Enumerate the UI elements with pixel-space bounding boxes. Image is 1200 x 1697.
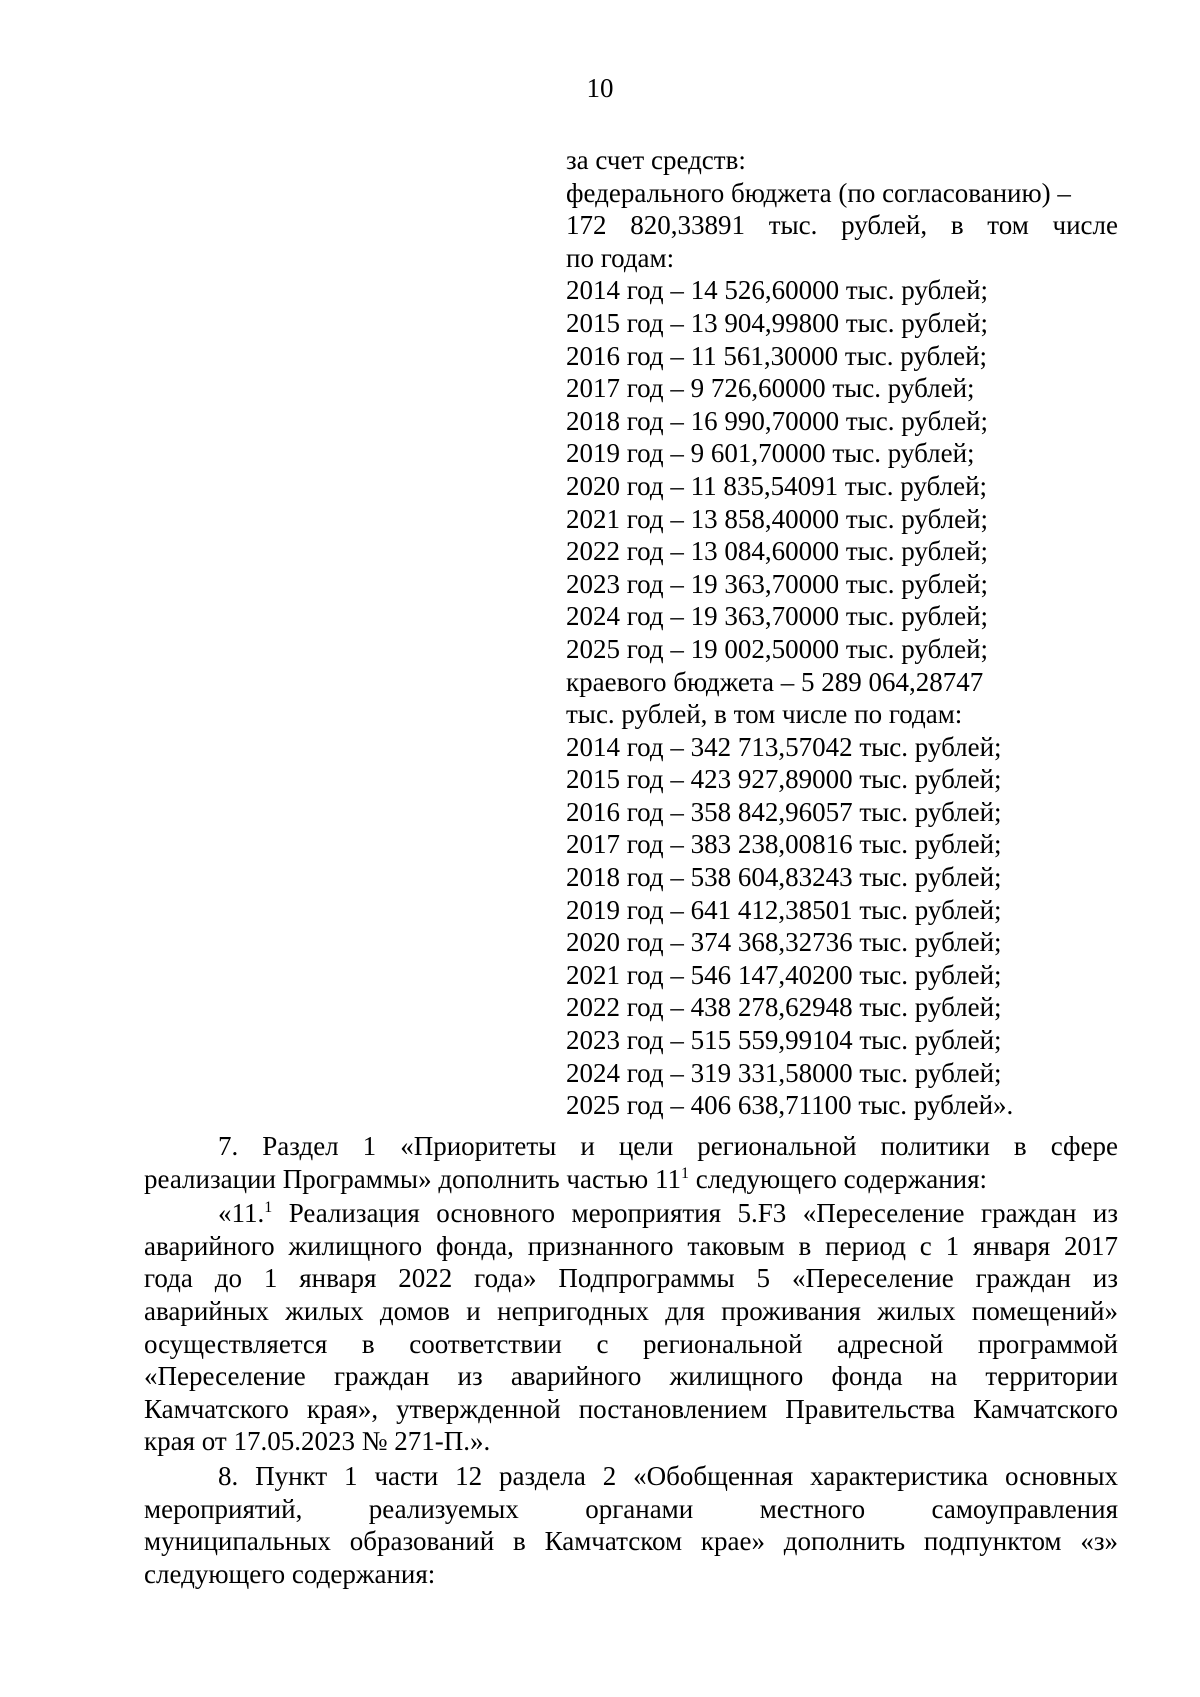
regional-year-item: 2024 год – 319 331,58000 тыс. рублей; [566, 1057, 1002, 1088]
federal-year-item: 2022 год – 13 084,60000 тыс. рублей; [566, 536, 989, 567]
quote-paragraph [144, 1197, 1118, 1458]
quote-text: Реализация основного мероприятия 5.F3 «Переселение граждан из [272, 1198, 1118, 1229]
federal-year-item: 2025 год – 19 002,50000 тыс. рублей; [566, 633, 989, 664]
regional-year-item: 2019 год – 641 412,38501 тыс. рублей; [566, 894, 1002, 925]
quote-line: аварийного жилищного фонда, признанного таковым в период с 1 января 2017 [144, 1230, 1118, 1261]
regional-year-item: 2020 год – 374 368,32736 тыс. рублей; [566, 927, 1002, 958]
regional-budget-by-years-label: тыс. рублей, в том числе по годам: [566, 699, 963, 730]
federal-budget-by-years-label: по годам: [566, 242, 675, 273]
item-7-line [144, 1163, 1118, 1196]
item-7-paragraph [144, 1130, 1118, 1195]
item-8-line: следующего содержания: [144, 1558, 436, 1589]
federal-year-item: 2019 год – 9 601,70000 тыс. рублей; [566, 438, 975, 469]
item-7-text: следующего содержания: [688, 1163, 988, 1194]
federal-budget-heading: федерального бюджета (по согласованию) – [566, 177, 1071, 208]
federal-budget-total: 172 820,33891 тыс. рублей, в том числе [566, 210, 1118, 241]
regional-year-item: 2025 год – 406 638,71100 тыс. рублей». [566, 1090, 1014, 1121]
federal-year-item: 2024 год – 19 363,70000 тыс. рублей; [566, 601, 989, 632]
federal-year-item: 2014 год – 14 526,60000 тыс. рублей; [566, 275, 989, 306]
superscript: 1 [680, 1164, 689, 1182]
federal-years-list [566, 274, 1118, 665]
quote-line: «Переселение граждан из аварийного жилищного фонда на территории [144, 1361, 1118, 1392]
quote-line: осуществляется в соответствии с региональной адресной программой [144, 1328, 1118, 1359]
regional-budget-heading: краевого бюджета – 5 289 064,28747 [566, 666, 984, 697]
item-8-paragraph [144, 1460, 1118, 1590]
regional-year-item: 2016 год – 358 842,96057 тыс. рублей; [566, 796, 1002, 827]
item-8-line: муниципальных образований в Камчатском крае» дополнить подпунктом «з» [144, 1526, 1118, 1557]
quote-line: края от 17.05.2023 № 271-П.». [144, 1426, 491, 1457]
federal-year-item: 2023 год – 19 363,70000 тыс. рублей; [566, 568, 989, 599]
federal-year-item: 2015 год – 13 904,99800 тыс. рублей; [566, 307, 989, 338]
quote-line: года до 1 января 2022 года» Подпрограммы 5 «Переселение граждан из [144, 1263, 1118, 1294]
regional-year-item: 2017 год – 383 238,00816 тыс. рублей; [566, 829, 1002, 860]
regional-years-list [566, 731, 1118, 1122]
federal-year-item: 2017 год – 9 726,60000 тыс. рублей; [566, 373, 975, 404]
item-7-text: реализации Программы» дополнить частью 11 [144, 1163, 681, 1194]
regional-year-item: 2015 год – 423 927,89000 тыс. рублей; [566, 764, 1002, 795]
quote-line: аварийных жилых домов и непригодных для проживания жилых помещений» [144, 1295, 1118, 1326]
federal-year-item: 2020 год – 11 835,54091 тыс. рублей; [566, 470, 988, 501]
item-8-line: мероприятий, реализуемых органами местного самоуправления [144, 1493, 1118, 1524]
item-8-line: 8. Пункт 1 части 12 раздела 2 «Обобщенная характеристика основных [218, 1460, 1118, 1491]
page-number: 10 [586, 73, 614, 103]
federal-year-item: 2018 год – 16 990,70000 тыс. рублей; [566, 405, 989, 436]
federal-year-item: 2021 год – 13 858,40000 тыс. рублей; [566, 503, 989, 534]
quote-text: «11. [218, 1198, 265, 1229]
item-7-line: 7. Раздел 1 «Приоритеты и цели региональной политики в сфере [218, 1131, 1118, 1161]
funding-block [566, 144, 1118, 1122]
quote-line [144, 1197, 1118, 1230]
quote-line: Камчатского края», утвержденной постановлением Правительства Камчатского [144, 1393, 1118, 1424]
funding-intro: за счет средств: [566, 145, 746, 175]
regional-year-item: 2022 год – 438 278,62948 тыс. рублей; [566, 992, 1002, 1023]
regional-year-item: 2018 год – 538 604,83243 тыс. рублей; [566, 862, 1002, 893]
body-text [144, 1130, 1118, 1592]
superscript: 1 [264, 1199, 273, 1217]
federal-year-item: 2016 год – 11 561,30000 тыс. рублей; [566, 340, 988, 371]
regional-year-item: 2014 год – 342 713,57042 тыс. рублей; [566, 731, 1002, 762]
regional-year-item: 2021 год – 546 147,40200 тыс. рублей; [566, 959, 1002, 990]
regional-year-item: 2023 год – 515 559,99104 тыс. рублей; [566, 1025, 1002, 1056]
